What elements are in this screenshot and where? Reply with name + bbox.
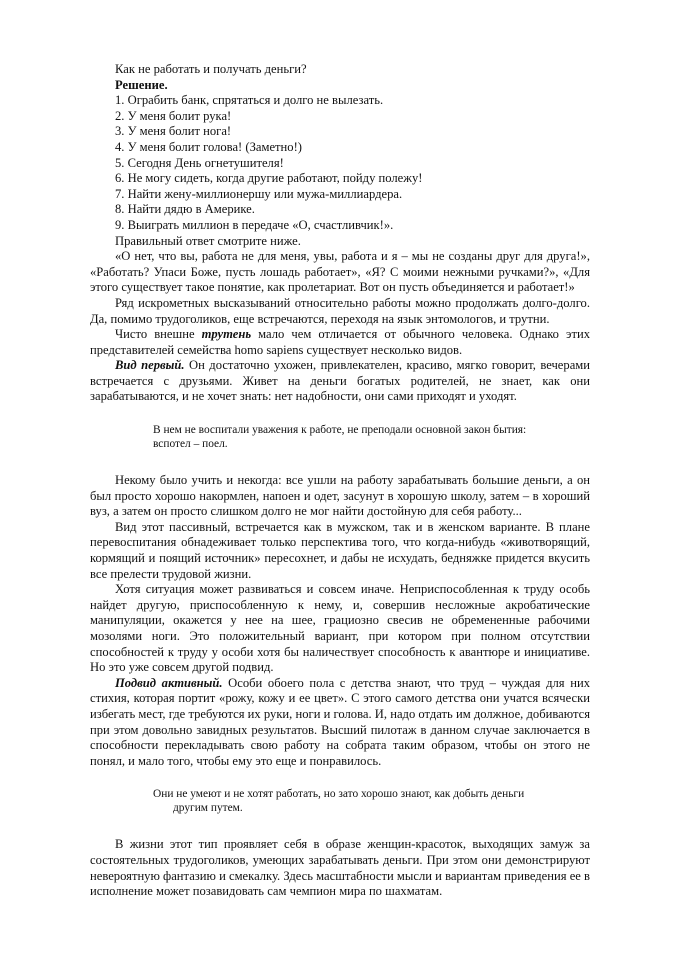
active-text: Особи обоего пола с детства знают, что труд – чуждая для них стихия, которая портит «рожу, кожу и ее цвет». С этого самого детства они учатся всячески избегать мест, где требуются их руки, ноги и голова. И, надо отдать им должное, добиваются при этом довольно завидных результатов. Высший пилотаж в данном случае заключается в способности перекладывать свою работу на собрата таким образом, чтобы он этого не понял, и мало того, чтобы ему это еще и понравилось. — [90, 675, 591, 768]
quote-block-1 — [90, 423, 590, 451]
list-item: 5. Сегодня День огнетушителя! — [115, 155, 284, 170]
paragraph-nobody: Некому было учить и некогда: все ушли на работу зарабатывать большие деньги, а он был просто хорошо накормлен, напоен и одет, засунут в хорошую школу, затем – в хороший вуз, а затем он просто слишком долго не мог найти достойную для себя работу... — [90, 473, 590, 519]
answer-note: Правильный ответ смотрите ниже. — [115, 233, 301, 248]
paragraph-active — [90, 676, 590, 770]
list-item: 7. Найти жену-миллионершу или мужа-миллиардера. — [115, 186, 403, 201]
document-page — [90, 62, 590, 900]
variant-one-text: Он достаточно ухожен, привлекателен, красиво, мягко говорит, вечерами встречается с друзьями. Живет на деньги богатых родителей, не знает, как они зарабатываются, и не хочет знать: нет надобности, они сами приходят и уходят. — [90, 358, 590, 404]
paragraph-passive: Вид этот пассивный, встречается как в мужском, так и в женском варианте. В плане перевоспитания обнадеживает только перспектива того, что когда-нибудь «животворящий, кормящий и поящий источник» пересохнет, и дабы не исхудать, бедняжке придется вкусить все прелести трудовой жизни. — [90, 519, 590, 581]
quote-line: вспотел – поел. — [153, 438, 228, 451]
variant-one-heading: Вид первый. — [115, 358, 185, 373]
paragraph-life: В жизни этот тип проявляет себя в образе женщин-красоток, выходящих замуж за состоятельных трудоголиков, умеющих зарабатывать деньги. При этом они демонстрируют невероятную фантазию и смекалку. Здесь масштабности мысли и вариантам приведения ее в исполнение может позавидовать сам чемпион мира по шахматам. — [90, 837, 590, 899]
active-heading: Подвид активный. — [115, 675, 223, 690]
list-item: 4. У меня болит голова! (Заметно!) — [115, 139, 302, 154]
drone-intro: Чисто внешне — [115, 327, 202, 342]
doc-title: Как не работать и получать деньги? — [115, 62, 307, 76]
list-item: 9. Выиграть миллион в передаче «О, счастливчик!». — [115, 217, 394, 232]
list-item: 1. Ограбить банк, спрятаться и долго не вылезать. — [115, 93, 384, 108]
paragraph-drone — [90, 327, 590, 358]
list-item: 6. Не могу сидеть, когда другие работают, пойду полежу! — [115, 171, 423, 186]
list-item: 3. У меня болит нога! — [115, 124, 232, 139]
paragraph-situation: Хотя ситуация может развиваться и совсем иначе. Неприспособленная к труду особь найдет другую, приспособленную к нему, и, совершив несложные акробатические манипуляции, окажется у нее на шее, грациозно свесив не обремененные рабочими мозолями ноги. Это положительный вариант, при котором при полном отсутствии способностей к труду у особи хотя бы наличествует способность к авантюре и инициативе. Но это уже совсем другой подвид. — [90, 582, 590, 675]
paragraph-quotes: «О нет, что вы, работа не для меня, увы, работа и я – мы не созданы друг для друга!», «Работать? Упаси Боже, пусть лошадь работает», «Я? С моими нежными ручками?», «Для этого существует такое понятие, как пролетариат. Вот он пусть объединяется и работает!» — [90, 249, 590, 295]
quote-block-2 — [90, 787, 590, 815]
solution-list — [90, 93, 590, 233]
drone-term: трутень — [201, 327, 252, 342]
paragraph-variant-one — [90, 358, 590, 405]
list-item: 2. У меня болит рука! — [115, 108, 232, 123]
quote-line: другим путем. — [173, 802, 243, 815]
paragraph-series: Ряд искрометных высказываний относительно работы можно продолжать долго-долго. Да, помимо трудоголиков, еще встречаются, переходя на язык энтомологов, и трутни. — [90, 295, 590, 326]
quote-line: Они не умеют и не хотят работать, но зато хорошо знают, как добыть деньги — [153, 788, 525, 801]
drone-rest: мало чем отличается от обычного человека. Однако этих представителей семейства homo sapiens существует несколько видов. — [90, 327, 591, 357]
solution-label: Решение. — [115, 77, 168, 92]
quote-line: В нем не воспитали уважения к работе, не преподали основной закон бытия: — [153, 424, 527, 437]
list-item: 8. Найти дядю в Америке. — [115, 202, 255, 217]
